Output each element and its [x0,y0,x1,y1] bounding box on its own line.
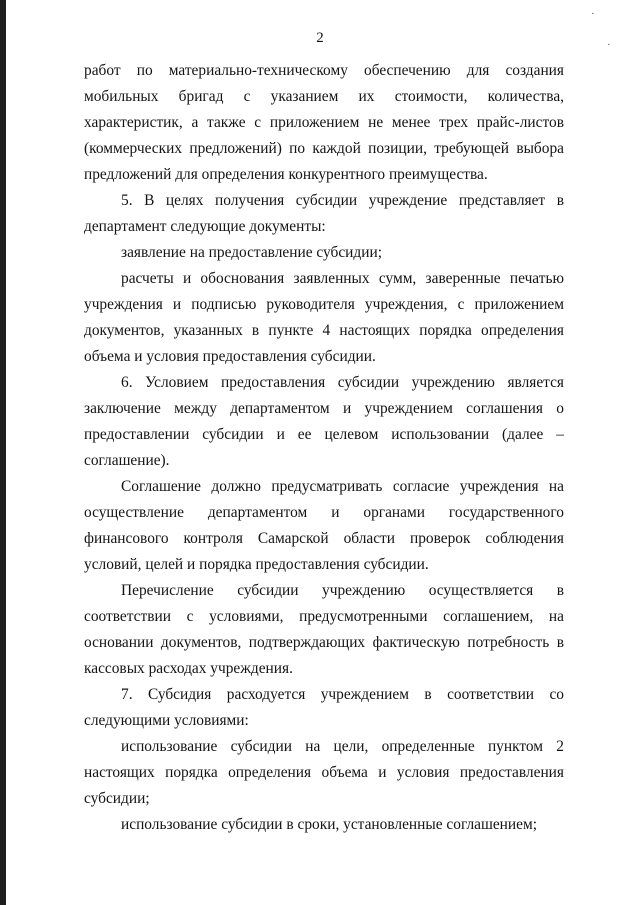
scan-speck-mark: · [607,39,611,51]
paragraph-calculations: расчеты и обоснования заявленных сумм, заверенные печатью учреждения и подписью руководителя учреждения, с приложением документов, указанных в пункте 4 настоящих порядка определения объема и условия предоставления субсидии. [84,270,564,365]
paragraph-condition-timing: использование субсидии в сроки, установленные соглашением; [121,816,537,833]
scan-border [0,0,6,905]
paragraph-condition-purpose: использование субсидии на цели, определенные пунктом 2 настоящих порядка определения объема и условия предоставления субсидии; [84,738,564,807]
paragraph-item-5: 5. В целях получения субсидии учреждение представляет в департамент следующие документы: [84,192,564,235]
paragraph-continuation: работ по материально-техническому обеспечению для создания мобильных бригад с указанием их стоимости, количества, характеристик, а также с приложением не менее трех прайс-листов (коммерческих предложений) по каждой позиции, требующей выбора предложений для определения конкурентного преимущества. [84,62,564,183]
page-number: 2 [316,30,324,46]
paragraph-item-7: 7. Субсидия расходуется учреждением в соответствии со следующими условиями: [84,686,564,729]
document-body [84,58,564,838]
paragraph-item-6: 6. Условием предоставления субсидии учреждению является заключение между департаментом и учреждением соглашения о предоставлении субсидии и ее целевом использовании (далее – соглашение). [84,374,564,469]
paragraph-transfer: Перечисление субсидии учреждению осуществляется в соответствии с условиями, предусмотренными соглашением, на основании документов, подтверждающих фактическую потребность в кассовых расходах учреждения. [84,582,564,677]
paragraph-application: заявление на предоставление субсидии; [121,244,383,261]
scan-speck-mark: · [591,8,595,20]
paragraph-agreement: Соглашение должно предусматривать согласие учреждения на осуществление департаментом и органами государственного финансового контроля Самарской области проверок соблюдения условий, целей и порядка предоставления субсидии. [84,478,564,573]
